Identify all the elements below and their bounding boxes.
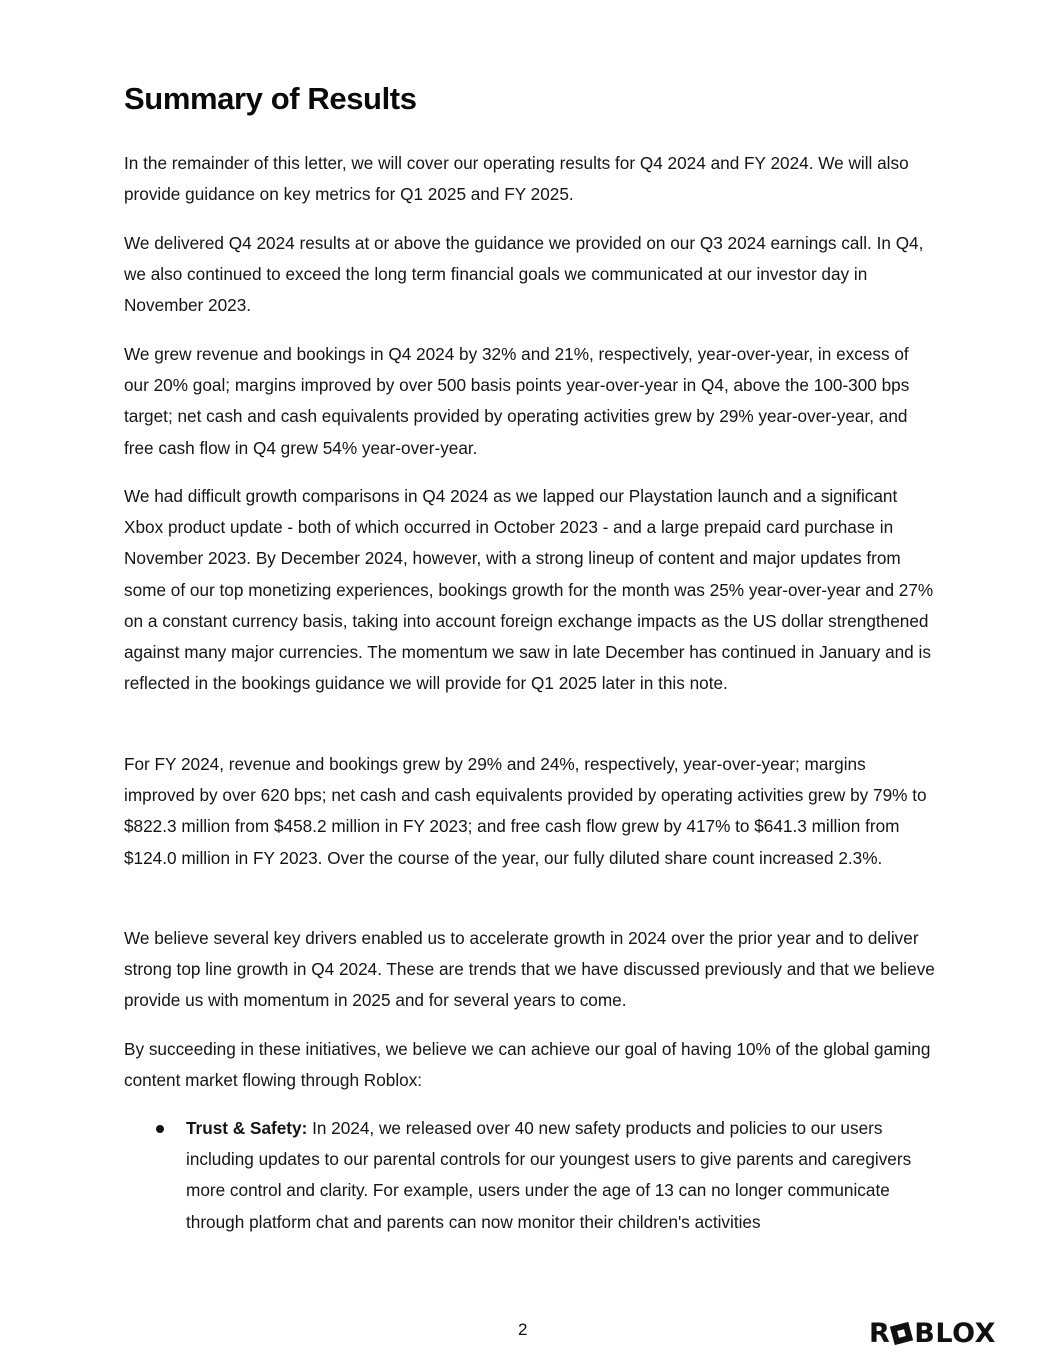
list-item-text: In 2024, we released over 40 new safety products and policies to our users including updates to our parental controls for our youngest users to give parents and caregivers more control and clarity. For example, users under the age of 13 can no longer communicate through platform chat and parents can now monitor their children's activities (186, 1118, 912, 1232)
document-page (124, 78, 936, 1232)
page-title: Summary of Results (124, 81, 417, 116)
paragraph-market-goal: By succeeding in these initiatives, we believe we can achieve our goal of having 10% of the global gaming content market flowing through Roblox: (124, 1039, 931, 1091)
paragraph-fy-results: For FY 2024, revenue and bookings grew by 29% and 24%, respectively, year-over-year; margins improved by over 620 bps; net cash and cash equivalents provided by operating activities grew by 79% to $822.3 million from $458.2 million in FY 2023; and free cash flow grew by 417% to $641.3 million from $124.0 million in FY 2023. Over the course of the year, our fully diluted share count increased 2.3%. (124, 754, 927, 868)
paragraph-q4-growth: We grew revenue and bookings in Q4 2024 by 32% and 21%, respectively, year-over-year, in excess of our 20% goal; margins improved by over 500 basis points year-over-year in Q4, above the 100-300 bps target; net cash and cash equivalents provided by operating activities grew by 29% year-over-year, and free cash flow in Q4 grew 54% year-over-year. (124, 344, 910, 458)
roblox-logo (869, 1318, 996, 1348)
paragraph-guidance-delivery: We delivered Q4 2024 results at or above the guidance we provided on our Q3 2024 earnings call. In Q4, we also continued to exceed the long term financial goals we communicated at our investor day in November 2023. (124, 233, 924, 316)
logo-text-suffix: BLOX (914, 1317, 996, 1349)
bullet-icon (156, 1125, 164, 1133)
paragraph-intro: In the remainder of this letter, we will cover our operating results for Q4 2024 and FY 2024. We will also provide guidance on key metrics for Q1 2025 and FY 2025. (124, 153, 909, 205)
list-item-trust-safety (124, 1113, 936, 1238)
initiatives-list (124, 1113, 936, 1238)
paragraph-growth-comparisons: We had difficult growth comparisons in Q4 2024 as we lapped our Playstation launch and a significant Xbox product update - both of which occurred in October 2023 - and a large prepaid card purchase in November 2023. By December 2024, however, with a strong lineup of content and major updates from some of our top monetizing experiences, bookings growth for the month was 25% year-over-year and 27% on a constant currency basis, taking into account foreign exchange impacts as the US dollar strengthened against many major currencies. The momentum we saw in late December has continued in January and is reflected in the bookings guidance we will provide for Q1 2025 later in this note. (124, 486, 934, 694)
paragraph-key-drivers: We believe several key drivers enabled us to accelerate growth in 2024 over the prior year and to deliver strong top line growth in Q4 2024. These are trends that we have discussed previously and that we believe provide us with momentum in 2025 and for several years to come. (124, 928, 935, 1011)
logo-text-prefix: R (869, 1317, 891, 1349)
roblox-tilted-square-icon (890, 1321, 913, 1344)
page-number: 2 (518, 1320, 528, 1339)
list-item-heading: Trust & Safety: (186, 1118, 308, 1138)
